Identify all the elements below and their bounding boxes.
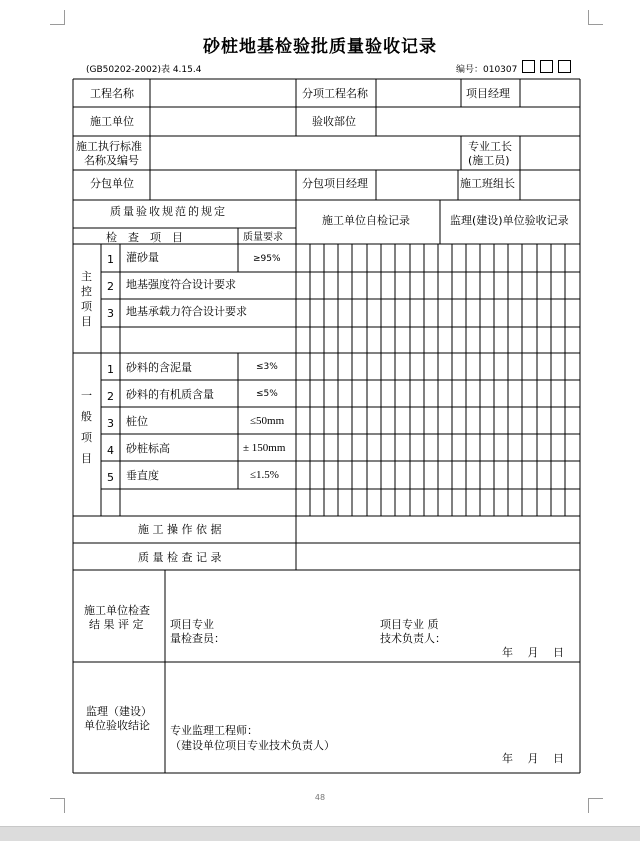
viewer-bottom-strip <box>0 826 640 841</box>
engineer-line2: （建设单位项目专业技术负责人） <box>170 739 335 752</box>
general-item-3-no: 3 <box>107 417 114 430</box>
general-item-5-requirement: ≤1.5% <box>250 469 279 481</box>
main-item-3-no: 3 <box>107 307 114 320</box>
construction-date: 年 月 日 <box>502 646 564 659</box>
main-item-1-name: 灌砂量 <box>126 251 159 264</box>
general-item-3-name: 桩位 <box>126 415 148 428</box>
label-foreman-line1: 专业工长 <box>468 140 512 153</box>
general-label-1: 一 <box>81 389 92 402</box>
main-label-4: 目 <box>81 315 92 328</box>
general-label-4: 目 <box>81 452 92 465</box>
engineer-line1: 专业监理工程师： <box>170 724 258 737</box>
general-item-3-requirement: ≤50mm <box>250 415 285 427</box>
general-label-2: 般 <box>81 410 92 423</box>
general-item-1-no: 1 <box>107 363 114 376</box>
main-item-2-name: 地基强度符合设计要求 <box>126 278 236 291</box>
page-number: 48 <box>314 793 326 802</box>
label-construction-result-2: 结 果 评 定 <box>89 618 144 631</box>
main-item-1-no: 1 <box>107 253 114 266</box>
main-label-1: 主 <box>81 270 92 283</box>
header-quality-requirement: 质量要求 <box>243 232 283 243</box>
label-construction-result-1: 施工单位检查 <box>84 604 150 617</box>
label-foreman-line2: (施工员) <box>468 154 510 167</box>
label-team-leader: 施工班组长 <box>460 177 515 190</box>
label-construction-unit: 施工单位 <box>90 115 134 128</box>
general-item-4-name: 砂桩标高 <box>126 442 170 455</box>
general-item-1-name: 砂料的含泥量 <box>126 361 192 374</box>
header-spec: 质量验收规范的规定 <box>110 205 227 218</box>
header-supervision-check: 监理(建设)单位验收记录 <box>450 214 569 227</box>
inspector-line2: 量检查员： <box>170 632 225 645</box>
general-item-1-requirement: ≤3% <box>256 362 278 372</box>
general-item-2-requirement: ≤5% <box>256 389 278 399</box>
label-supervision-result-2: 单位验收结论 <box>84 719 150 732</box>
inspector-line1: 项目专业 <box>170 618 214 631</box>
label-standard-line2: 名称及编号 <box>84 154 139 167</box>
header-inspection-items: 检 查 项 目 <box>106 231 183 244</box>
main-item-3-name: 地基承载力符合设计要求 <box>126 305 247 318</box>
record-number: 编号：010307 <box>456 65 518 75</box>
general-item-4-requirement: ± 150mm <box>243 442 286 454</box>
general-item-4-no: 4 <box>107 444 114 457</box>
label-quality-check-record: 质 量 检 查 记 录 <box>138 551 222 564</box>
page-title: 砂桩地基检验批质量验收记录 <box>203 37 437 57</box>
supervision-date: 年 月 日 <box>502 752 564 765</box>
label-supervision-result-1: 监理（建设） <box>86 705 152 718</box>
label-standard-line1: 施工执行标准 <box>76 140 142 153</box>
main-item-1-requirement: ≥95% <box>253 254 281 264</box>
standard-reference: (GB50202-2002)表 4.15.4 <box>86 65 202 75</box>
label-project-manager: 项目经理 <box>466 87 510 100</box>
general-label-3: 项 <box>81 431 92 444</box>
main-label-3: 项 <box>81 300 92 313</box>
general-item-5-no: 5 <box>107 471 114 484</box>
label-project-name: 工程名称 <box>90 87 134 100</box>
tech-leader-line2: 技术负责人： <box>380 632 446 645</box>
tech-leader-line1: 项目专业 质 <box>380 618 439 631</box>
label-operation-basis: 施 工 操 作 依 据 <box>138 523 222 536</box>
general-item-5-name: 垂直度 <box>126 469 159 482</box>
header-self-check: 施工单位自检记录 <box>322 214 410 227</box>
label-subcontract-unit: 分包单位 <box>90 177 134 190</box>
label-subcontract-manager: 分包项目经理 <box>302 177 368 190</box>
label-acceptance-part: 验收部位 <box>312 115 356 128</box>
general-item-2-no: 2 <box>107 390 114 403</box>
main-item-2-no: 2 <box>107 280 114 293</box>
main-label-2: 控 <box>81 285 92 298</box>
label-sub-project-name: 分项工程名称 <box>302 87 368 100</box>
general-item-2-name: 砂料的有机质含量 <box>126 388 214 401</box>
